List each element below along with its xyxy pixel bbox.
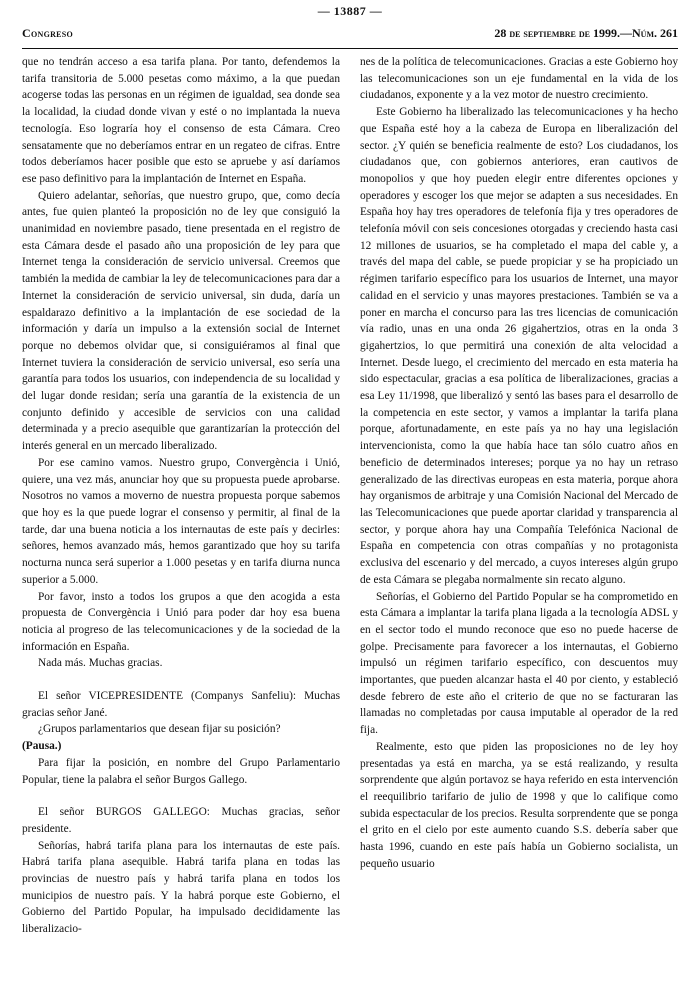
paragraph: Quiero adelantar, señorías, que nuestro grupo, que, como decía antes, fue quien planteó la proposición no de ley que consiguió la unanimidad en noviembre pasado, tiene presentada en el registro de esta Cámara desde el pasado año una proposición de ley para que Internet tenga la consideración de servicio universal. Creemos que también la medida de cambiar la ley de telecomunicaciones para dar a Internet la consideración de servicio universal, sin duda, daría un espaldarazo definitivo a la implantación de ese sociedad de la información y daría un impulso a la extensión social de Internet porque no debemos olvidar que, si consiguiéramos al final que Internet tuviera la consideración de servicio universal, eso sería una garantía para todos los usuarios, con independencia de su localidad y del lugar donde residan; sería una garantía de la existencia de un conjunto definido y accesible de servicios con una calidad determinada y a precio asequible que garantizarían la protección del interés general en un mercado liberalizado. [22, 189, 340, 453]
left-column [22, 54, 340, 938]
speaker-turn: El señor VICEPRESIDENTE (Companys Sanfeliu): Muchas gracias señor Jané. [22, 690, 340, 719]
publication-name: Congreso [22, 26, 74, 40]
page-header [22, 26, 678, 46]
stage-direction: (Pausa.) [22, 740, 62, 753]
paragraph: Realmente, esto que piden las proposiciones no de ley hoy presentadas ya está en marcha, ya se está realizando, y resulta sorprendente que algún portavoz se haya referido en esta intervención el reequilibrio tarifario de julio de 1998 y que lo califique como subida espectacular de los precios. Resulta sorprendente que se ponga el grito en el cielo por este aumento cuando S.S. debería saber que hasta 1996, cuando en este país había un Gobierno socialista, un pequeño usuario [360, 740, 678, 870]
header-rule [22, 48, 678, 49]
paragraph: Nada más. Muchas gracias. [38, 657, 163, 670]
paragraph: Por ese camino vamos. Nuestro grupo, Convergència i Unió, quiere, una vez más, anunciar hoy que su propuesta puede aprobarse. Nosotros no vamos a moverno de nuestra propuesta porque sabemos que hoy es la que puede lograr el consenso y permitir, al final de la tarde, dar una buena noticia a los internautas de este país y decirles: señores, hemos avanzado más, hemos garantizado que hoy su tarifa nocturna nunca será superior a 1.000 pesetas y en tarifa diurna nunca superior a 5.000. [22, 456, 340, 586]
paragraph: Para fijar la posición, en nombre del Grupo Parlamentario Popular, tiene la palabra el señor Burgos Gallego. [22, 756, 340, 786]
paragraph: Este Gobierno ha liberalizado las telecomunicaciones y ha hecho que España esté hoy a la cabeza de Europa en liberalización del sector. ¿Y quién se beneficia realmente de esto? Los ciudadanos, los ciudadanos que, con gobiernos anteriores, eran cautivos de monopolios y que hoy pueden elegir entre diferentes opciones y operadores y escoger los que mejor se adapten a sus necesidades. En España hoy hay tres operadores de telefonía fija y tres operadores de telefonía móvil con seis concesiones otorgadas y creciendo hasta casi 12 millones de usuarios, se ha completado el mapa del cable y, a través del mapa del cable, se puede propiciar y se ha propiciado un régimen tarifario específico para los usuarios de Internet, una mayor calidad en el servicio y unas mayores prestaciones. También se va a poner en marcha el concurso para las tres licencias de comunicación vía radio, unas en una onda 26 gigahertzios, otras en la onda 3 gigahertzios, lo que permitirá una conexión de alta velocidad a Internet. Desde luego, el crecimiento del mercado en esta materia ha sido espectacular, gracias a esa política de liberalizaciones, gracias a esa Ley 11/1998, que liberalizó y sentó las bases para el desarrollo de la competencia en este sector, y vamos a implantar la tarifa plana porque, afortunadamente, en este país ya no hay una legislación intervencionista, como la que había hace tan sólo cuatro años en beneficio de determinados intereses; porque ya no hay un retraso generalizado de las directivas europeas en esta materia, porque ahora hay organismos de arbitraje y una Comisión Nacional del Mercado de las Telecomunicaciones que puede aportar claridad y transparencia al sector, y porque ahora hay una Compañía Telefónica Nacional de España en competencia con otras compañías y no protagonista exclusiva del escenario y del mercado, a cuyos intereses algún grupo de esta Cámara se plegaba normalmente sin recato alguno. [360, 106, 678, 586]
paragraph: Señorías, habrá tarifa plana para los internautas de este país. Habrá tarifa plana asequible. Habrá tarifa plana en todas las provincias de nuestro país y habrá tarifa plana en todos los municipios de nuestro país. Y la habrá porque este Gobierno, el Gobierno del Partido Popular, ha impulsado decididamente las liberalizacio- [22, 839, 340, 936]
paragraph: nes de la política de telecomunicaciones. Gracias a este Gobierno hoy las telecomunicaciones son un eje fundamental en la vida de los ciudadanos, exponente y a la vez motor de nuestro crecimiento. [360, 56, 678, 102]
paragraph: ¿Grupos parlamentarios que desean fijar su posición? [38, 723, 281, 736]
right-column [360, 54, 678, 872]
paragraph: que no tendrán acceso a esa tarifa plana. Por tanto, defendemos la tarifa transitoria de 5.000 pesetas como máximo, a la que puedan acogerse todas las personas en un régimen de igualdad, sea donde sea la localidad, la ciudad donde vivan y esté o no implantada la nueva tecnología. Eso lograría hoy el consenso de esta Cámara. Creo sensatamente que no deberíamos entrar en un regateo de cifras. Entre todos deberíamos hacer posible que esto se apruebe y así daríamos ese paso definitivo para la implantación de Internet en España. [22, 56, 340, 185]
page-number: — 13887 — [317, 4, 383, 18]
issue-date: 28 de septiembre de 1999.—Núm. 261 [494, 26, 678, 40]
speaker-turn: El señor BURGOS GALLEGO: Muchas gracias, señor presidente. [22, 806, 340, 835]
paragraph: Por favor, insto a todos los grupos a que den acogida a esta propuesta de Convergència i Unió para poder dar hoy esa buena noticia al progreso de las telecomunicaciones y de la sociedad de la información en España. [22, 590, 340, 653]
paragraph: Señorías, el Gobierno del Partido Popular se ha comprometido en esta Cámara a implantar la tarifa plana ligada a la tecnología ADSL y en el sector todo el mundo reconoce que eso no puede hacerse de golpe. Precisamente para favorecer a los internautas, el Gobierno impulsó un régimen tarifario específico, con descuentos muy importantes, que pueden alcanzar hasta el 40 por ciento, y estableció desde febrero de este año el criterio de que no se facturaran las llamadas no completadas por causa imputable al operador de la red fija. [360, 590, 678, 737]
